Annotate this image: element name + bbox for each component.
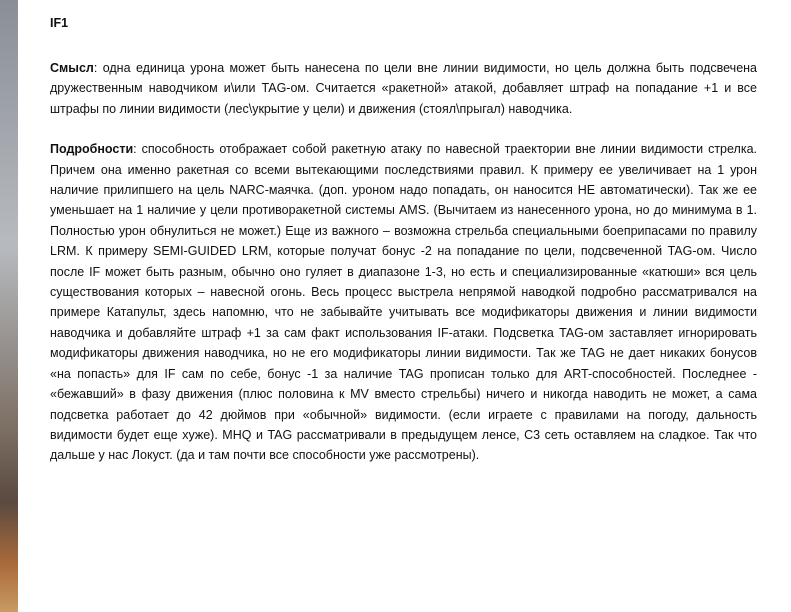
meaning-text: : одна единица урона может быть нанесена по цели вне линии видимости, но цель должна быть подсвечена дружественным наводчиком и\или TAG-ом. Считается «ракетной» атакой, добавляет штраф на попадание +1 и все штрафы по линии видимости (лес\укрытие у цели) и движения (стоял\прыгал) наводчика. bbox=[50, 61, 757, 116]
page-edge-image bbox=[0, 0, 18, 612]
details-text: : способность отображает собой ракетную атаку по навесной траектории вне линии видимости стрелка. Причем она именно ракетная со всеми вытекающими последствиями правил. К примеру ее увеличивает на 1 урон наличие прилипшего на цель NARC-маячка. (доп. уроном надо попадать, он наносится НЕ автоматически). Так же ее уменьшает на 1 наличие у цели противоракетной системы AMS. (Вычитаем из нанесенного урона, но до минимума в 1. Полностью урон обнулиться не может.) Еще из важного – возможна стрельба специальными боеприпасами по правилу LRM. К примеру SEMI-GUIDED LRM, которые получат бонус -2 на попадание по цели, подсвеченной TAG-ом. Число после IF может быть разным, обычно оно гуляет в диапазоне 1-3, но есть и специализированные «катюши» вся цель существования которых – навесной огонь. Весь процесс выстрела непрямой наводкой подробно рассматривался на примере Катапульт, здесь напомню, что не забывайте учитывать все модификаторы движения и линии видимости наводчика и добавляйте штраф +1 за сам факт использования IF-атаки. Подсветка TAG-ом заставляет игнорировать модификаторы движения наводчика, но не его модификаторы линии видимости. Так же TAG не дает никаких бонусов «на попасть» для IF сам по себе, бонус -1 за наличие TAG прописан только для ART-способностей. Последнее - «бежавший» в фазу движения (плюс половина к MV вместо стрельбы) ничего и никогда наводить не может, а сама подсветка работает до 42 дюймов при «обычной» видимости. (если играете с правилами на погоду, дальность видимости будет еще хуже). MHQ и TAG рассматривали в предыдущем ленсе, С3 сеть оставляем на сладкое. Так что дальше у нас Локуст. (да и там почти все способности уже рассмотрены). bbox=[50, 142, 757, 463]
section-title: IF1 bbox=[50, 16, 69, 30]
meaning-label: Смысл bbox=[50, 61, 94, 75]
meaning-paragraph bbox=[50, 58, 757, 119]
document-body bbox=[50, 14, 757, 486]
details-paragraph bbox=[50, 139, 757, 466]
details-label: Подробности bbox=[50, 142, 134, 157]
